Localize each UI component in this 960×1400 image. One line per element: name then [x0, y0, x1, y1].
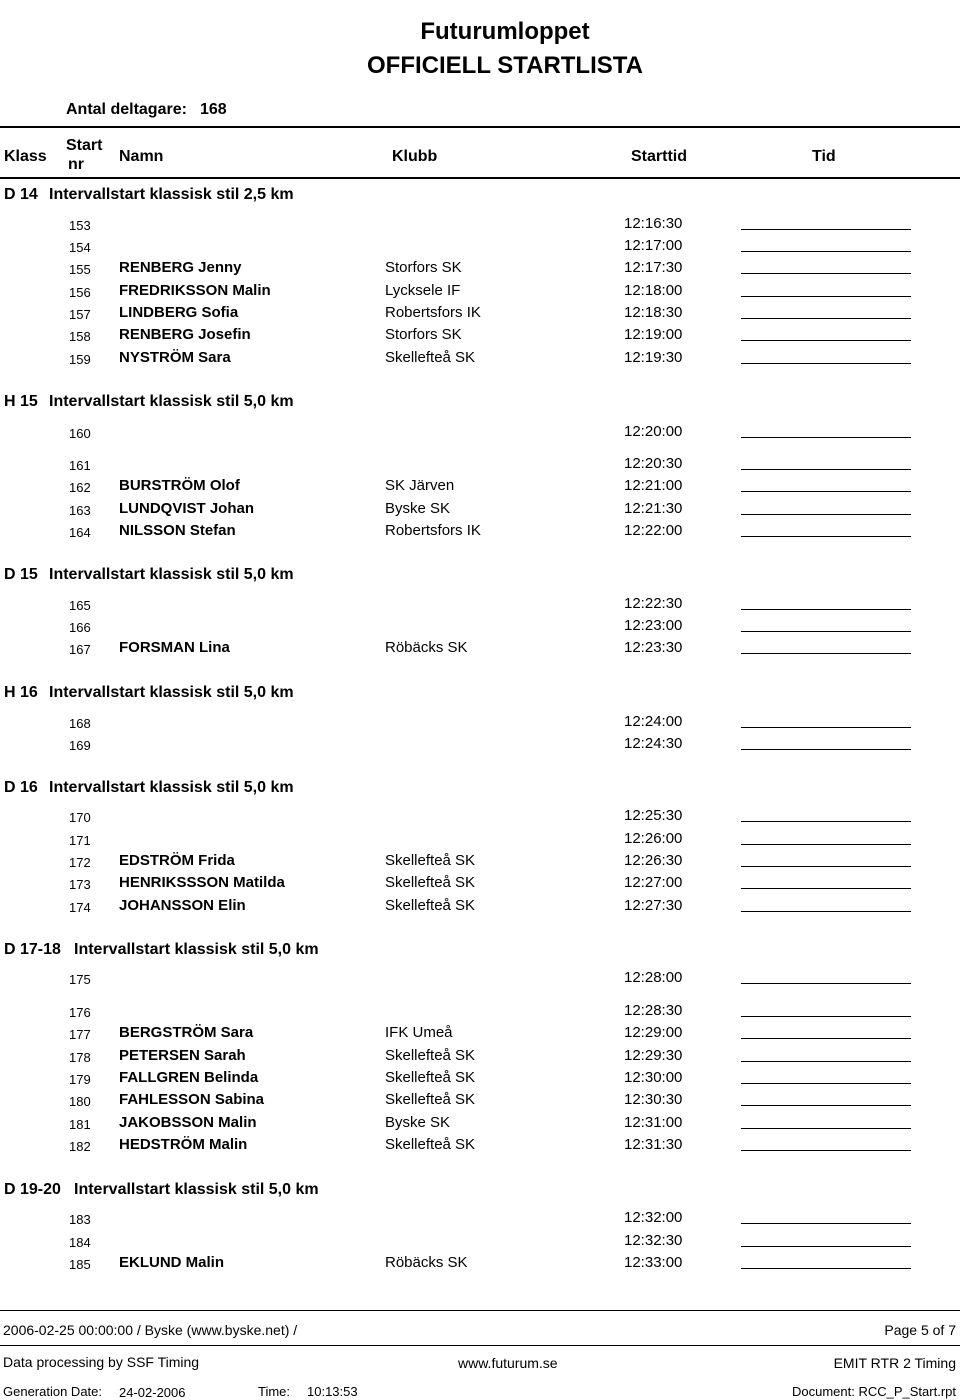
- start-time: 12:29:00: [624, 1024, 683, 1041]
- result-time-blank-line: [741, 1105, 911, 1106]
- start-row: [0, 969, 960, 989]
- start-time: 12:19:30: [624, 349, 683, 366]
- result-time-blank-line: [741, 1223, 911, 1224]
- competitor-name: EKLUND Malin: [119, 1254, 224, 1271]
- start-number: 164: [69, 525, 91, 540]
- result-time-blank-line: [741, 296, 911, 297]
- column-header-klubb: Klubb: [392, 148, 438, 165]
- start-time: 12:29:30: [624, 1047, 683, 1064]
- start-row: [0, 237, 960, 257]
- club-name: Byske SK: [385, 1114, 451, 1131]
- result-time-blank-line: [741, 340, 911, 341]
- competitor-name: BERGSTRÖM Sara: [119, 1024, 254, 1041]
- start-time: 12:17:00: [624, 237, 683, 254]
- start-time: 12:21:30: [624, 500, 683, 517]
- class-code: H 15: [4, 393, 38, 410]
- start-row: [0, 735, 960, 755]
- class-code: D 17-18: [4, 941, 61, 958]
- start-time: 12:20:30: [624, 455, 683, 472]
- header-bottom-rule: [0, 177, 960, 179]
- club-name: Byske SK: [385, 500, 451, 517]
- start-time: 12:26:00: [624, 830, 683, 847]
- club-name: Skellefteå SK: [385, 897, 476, 914]
- club-name: Lycksele IF: [385, 282, 461, 299]
- start-number: 167: [69, 642, 91, 657]
- start-row: [0, 897, 960, 917]
- footer-top-rule: [0, 1310, 960, 1311]
- class-code: D 14: [4, 186, 38, 203]
- start-row: [0, 500, 960, 520]
- class-code: H 16: [4, 684, 38, 701]
- class-description: Intervallstart klassisk stil 2,5 km: [49, 186, 294, 203]
- club-name: Skellefteå SK: [385, 874, 476, 891]
- start-row: [0, 259, 960, 279]
- start-number: 182: [69, 1139, 91, 1154]
- class-description: Intervallstart klassisk stil 5,0 km: [74, 1181, 319, 1198]
- competitor-name: JAKOBSSON Malin: [119, 1114, 257, 1131]
- result-time-blank-line: [741, 1016, 911, 1017]
- competitor-name: JOHANSSON Elin: [119, 897, 246, 914]
- start-time: 12:24:30: [624, 735, 683, 752]
- start-row: [0, 1114, 960, 1134]
- start-number: 176: [69, 1005, 91, 1020]
- start-number: 168: [69, 716, 91, 731]
- start-number: 154: [69, 240, 91, 255]
- participants-count: 168: [200, 101, 227, 118]
- result-time-blank-line: [741, 888, 911, 889]
- start-number: 153: [69, 218, 91, 233]
- competitor-name: NILSSON Stefan: [119, 522, 236, 539]
- competitor-name: BURSTRÖM Olof: [119, 477, 240, 494]
- club-name: Skellefteå SK: [385, 852, 476, 869]
- club-name: Röbäcks SK: [385, 639, 468, 656]
- start-number: 177: [69, 1027, 91, 1042]
- result-time-blank-line: [741, 911, 911, 912]
- start-row: [0, 639, 960, 659]
- start-row: [0, 326, 960, 346]
- header-top-rule: [0, 126, 960, 128]
- footer-time-label: Time:: [258, 1384, 291, 1399]
- start-number: 175: [69, 972, 91, 987]
- class-description: Intervallstart klassisk stil 5,0 km: [49, 779, 294, 796]
- result-time-blank-line: [741, 273, 911, 274]
- start-time: 12:33:00: [624, 1254, 683, 1271]
- start-row: [0, 1047, 960, 1067]
- result-time-blank-line: [741, 491, 911, 492]
- class-code: D 15: [4, 566, 38, 583]
- start-row: [0, 617, 960, 637]
- start-number: 162: [69, 480, 91, 495]
- list-title: OFFICIELL STARTLISTA: [367, 52, 643, 79]
- start-time: 12:28:30: [624, 1002, 683, 1019]
- start-row: [0, 713, 960, 733]
- club-name: Skellefteå SK: [385, 349, 476, 366]
- start-time: 12:28:00: [624, 969, 683, 986]
- result-time-blank-line: [741, 821, 911, 822]
- start-time: 12:18:30: [624, 304, 683, 321]
- club-name: Robertsfors IK: [385, 522, 481, 539]
- start-time: 12:32:00: [624, 1209, 683, 1226]
- club-name: Storfors SK: [385, 259, 462, 276]
- class-description: Intervallstart klassisk stil 5,0 km: [49, 566, 294, 583]
- footer-gen-date: 24-02-2006: [119, 1385, 186, 1400]
- column-header-namn: Namn: [119, 148, 164, 165]
- class-code: D 19-20: [4, 1181, 61, 1198]
- competitor-name: FALLGREN Belinda: [119, 1069, 259, 1086]
- start-time: 12:21:00: [624, 477, 683, 494]
- start-number: 180: [69, 1094, 91, 1109]
- start-number: 181: [69, 1117, 91, 1132]
- result-time-blank-line: [741, 1268, 911, 1269]
- start-row: [0, 1232, 960, 1252]
- competitor-name: RENBERG Jenny: [119, 259, 242, 276]
- start-time: 12:22:30: [624, 595, 683, 612]
- footer-gen-label: Generation Date:: [3, 1384, 103, 1399]
- result-time-blank-line: [741, 1128, 911, 1129]
- result-time-blank-line: [741, 866, 911, 867]
- result-time-blank-line: [741, 609, 911, 610]
- club-name: Skellefteå SK: [385, 1069, 476, 1086]
- result-time-blank-line: [741, 1083, 911, 1084]
- start-time: 12:31:30: [624, 1136, 683, 1153]
- column-header-starttid: Starttid: [631, 148, 687, 165]
- start-time: 12:25:30: [624, 807, 683, 824]
- start-row: [0, 807, 960, 827]
- start-time: 12:32:30: [624, 1232, 683, 1249]
- start-number: 166: [69, 620, 91, 635]
- class-description: Intervallstart klassisk stil 5,0 km: [74, 941, 319, 958]
- start-number: 172: [69, 855, 91, 870]
- club-name: Robertsfors IK: [385, 304, 481, 321]
- start-number: 173: [69, 877, 91, 892]
- start-row: [0, 830, 960, 850]
- start-row: [0, 1069, 960, 1089]
- start-row: [0, 282, 960, 302]
- class-description: Intervallstart klassisk stil 5,0 km: [49, 393, 294, 410]
- start-row: [0, 595, 960, 615]
- start-row: [0, 349, 960, 369]
- start-row: [0, 1002, 960, 1022]
- start-number: 184: [69, 1235, 91, 1250]
- start-time: 12:27:00: [624, 874, 683, 891]
- competitor-name: HENRIKSSSON Matilda: [119, 874, 285, 891]
- result-time-blank-line: [741, 437, 911, 438]
- start-number: 165: [69, 598, 91, 613]
- competitor-name: FREDRIKSSON Malin: [119, 282, 271, 299]
- result-time-blank-line: [741, 1150, 911, 1151]
- start-number: 155: [69, 262, 91, 277]
- result-time-blank-line: [741, 727, 911, 728]
- start-time: 12:16:30: [624, 215, 683, 232]
- result-time-blank-line: [741, 1038, 911, 1039]
- competitor-name: FORSMAN Lina: [119, 639, 230, 656]
- start-number: 161: [69, 458, 91, 473]
- participants-label: Antal deltagare:: [66, 101, 187, 118]
- competitor-name: LUNDQVIST Johan: [119, 500, 255, 517]
- start-time: 12:26:30: [624, 852, 683, 869]
- start-row: [0, 1024, 960, 1044]
- club-name: Skellefteå SK: [385, 1047, 476, 1064]
- start-time: 12:31:00: [624, 1114, 683, 1131]
- start-time: 12:18:00: [624, 282, 683, 299]
- class-description: Intervallstart klassisk stil 5,0 km: [49, 684, 294, 701]
- column-header-nr: nr: [68, 156, 84, 173]
- start-time: 12:23:30: [624, 639, 683, 656]
- club-name: Storfors SK: [385, 326, 462, 343]
- club-name: Skellefteå SK: [385, 1091, 476, 1108]
- start-row: [0, 1254, 960, 1274]
- start-number: 159: [69, 352, 91, 367]
- competitor-name: FAHLESSON Sabina: [119, 1091, 265, 1108]
- footer-system: EMIT RTR 2 Timing: [833, 1355, 956, 1371]
- result-time-blank-line: [741, 251, 911, 252]
- start-number: 156: [69, 285, 91, 300]
- footer-document: Document: RCC_P_Start.rpt: [791, 1384, 956, 1399]
- start-number: 170: [69, 810, 91, 825]
- start-time: 12:22:00: [624, 522, 683, 539]
- club-name: Röbäcks SK: [385, 1254, 468, 1271]
- start-number: 163: [69, 503, 91, 518]
- start-row: [0, 423, 960, 443]
- start-row: [0, 1209, 960, 1229]
- result-time-blank-line: [741, 229, 911, 230]
- result-time-blank-line: [741, 653, 911, 654]
- start-time: 12:24:00: [624, 713, 683, 730]
- start-time: 12:19:00: [624, 326, 683, 343]
- start-number: 157: [69, 307, 91, 322]
- start-row: [0, 304, 960, 324]
- footer-page: Page 5 of 7: [884, 1322, 956, 1338]
- competitor-name: PETERSEN Sarah: [119, 1047, 246, 1064]
- result-time-blank-line: [741, 363, 911, 364]
- competitor-name: HEDSTRÖM Malin: [119, 1136, 248, 1153]
- start-row: [0, 522, 960, 542]
- result-time-blank-line: [741, 1061, 911, 1062]
- footer-processing: Data processing by SSF Timing: [3, 1354, 200, 1370]
- start-row: [0, 455, 960, 475]
- start-time: 12:30:00: [624, 1069, 683, 1086]
- result-time-blank-line: [741, 469, 911, 470]
- start-number: 178: [69, 1050, 91, 1065]
- competitor-name: NYSTRÖM Sara: [119, 349, 231, 366]
- column-header-tid: Tid: [812, 148, 836, 165]
- club-name: IFK Umeå: [385, 1024, 453, 1041]
- start-time: 12:17:30: [624, 259, 683, 276]
- start-row: [0, 477, 960, 497]
- start-number: 185: [69, 1257, 91, 1272]
- footer-time-value: 10:13:53: [307, 1384, 358, 1399]
- start-row: [0, 1136, 960, 1156]
- column-header-start: Start: [66, 137, 103, 154]
- start-row: [0, 215, 960, 235]
- footer-source: 2006-02-25 00:00:00 / Byske (www.byske.net) /: [3, 1322, 298, 1338]
- result-time-blank-line: [741, 536, 911, 537]
- start-time: 12:30:30: [624, 1091, 683, 1108]
- start-time: 12:27:30: [624, 897, 683, 914]
- result-time-blank-line: [741, 318, 911, 319]
- club-name: SK Järven: [385, 477, 455, 494]
- start-number: 183: [69, 1212, 91, 1227]
- competitor-name: LINDBERG Sofia: [119, 304, 239, 321]
- start-number: 179: [69, 1072, 91, 1087]
- club-name: Skellefteå SK: [385, 1136, 476, 1153]
- result-time-blank-line: [741, 844, 911, 845]
- start-row: [0, 874, 960, 894]
- footer-website: www.futurum.se: [458, 1355, 558, 1371]
- result-time-blank-line: [741, 1246, 911, 1247]
- result-time-blank-line: [741, 983, 911, 984]
- start-row: [0, 852, 960, 872]
- start-time: 12:23:00: [624, 617, 683, 634]
- start-time: 12:20:00: [624, 423, 683, 440]
- start-number: 174: [69, 900, 91, 915]
- result-time-blank-line: [741, 749, 911, 750]
- footer-mid-rule: [0, 1345, 960, 1346]
- start-number: 160: [69, 426, 91, 441]
- start-number: 169: [69, 738, 91, 753]
- class-code: D 16: [4, 779, 38, 796]
- competitor-name: RENBERG Josefin: [119, 326, 251, 343]
- start-row: [0, 1091, 960, 1111]
- competitor-name: EDSTRÖM Frida: [119, 852, 235, 869]
- start-number: 158: [69, 329, 91, 344]
- result-time-blank-line: [741, 631, 911, 632]
- event-title: Futurumloppet: [420, 18, 590, 45]
- column-header-klass: Klass: [4, 148, 47, 165]
- result-time-blank-line: [741, 514, 911, 515]
- start-number: 171: [69, 833, 91, 848]
